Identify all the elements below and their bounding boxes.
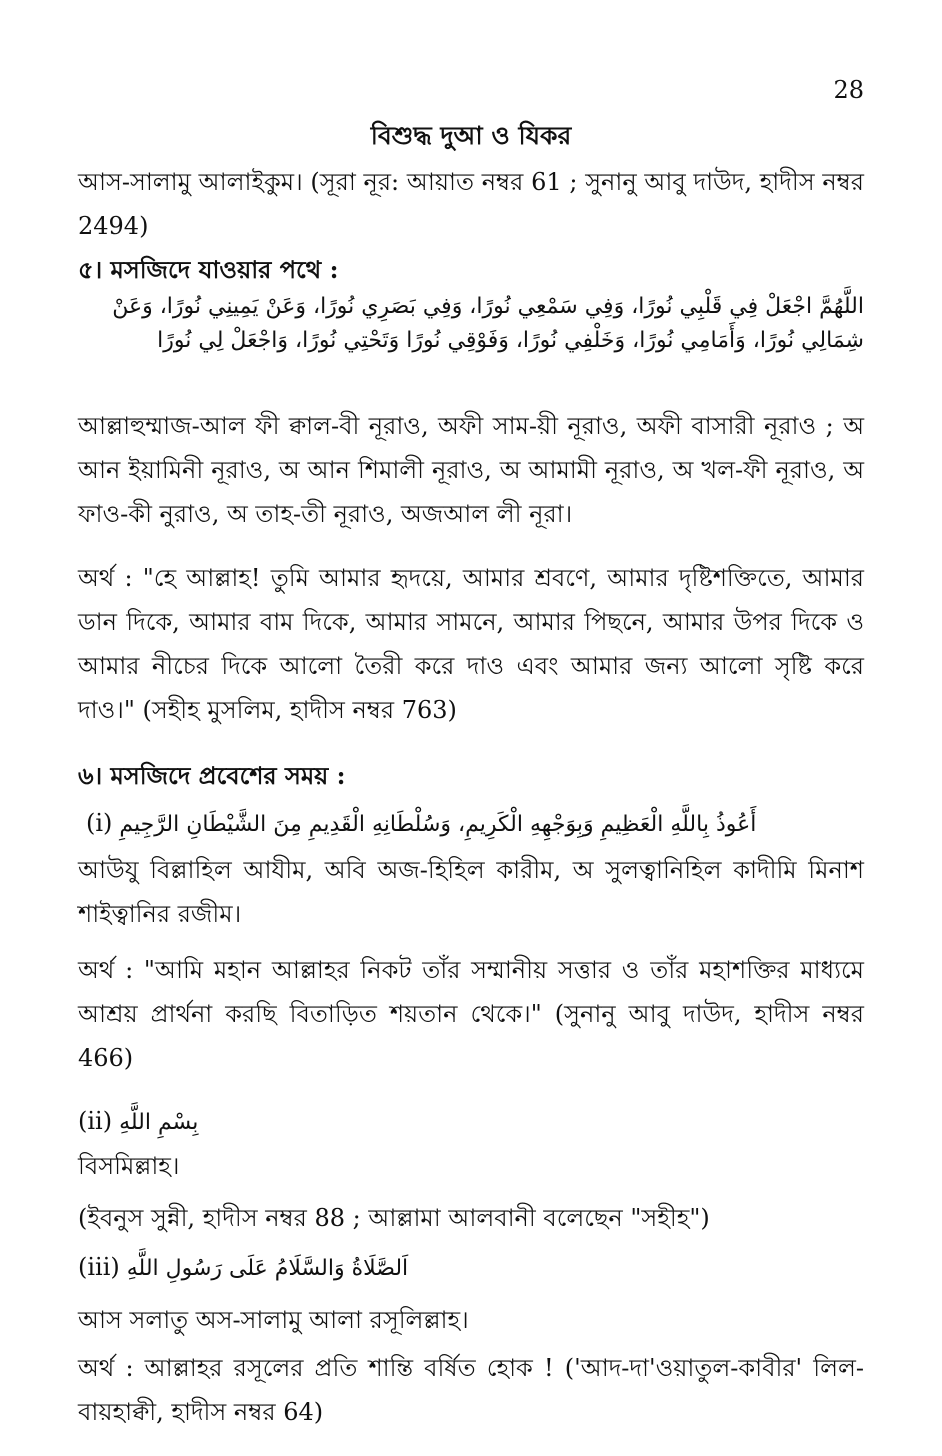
section-5-meaning: অর্থ : "হে আল্লাহ! তুমি আমার হৃদয়ে, আমার শ্রবণে, আমার দৃষ্টিশক্তিতে, আমার ডান দিকে, আমার বাম দিকে, আমার সামনে, আমার পিছনে, আমার উপর দিকে ও আমার নীচের দিকে আলো তৈরী করে দাও এবং আমার জন্য আলো সৃষ্টি করে দাও।" (সহীহ মুসলিম, হাদীস নম্বর 763) [78, 564, 865, 724]
salam-reference-text: আস-সালামু আলাইকুম। (সূরা নূর: আয়াত নম্বর 61 ; সুনানু আবু দাউদ, হাদীস নম্বর 2494) [78, 168, 864, 240]
page-number: 28 [833, 76, 864, 104]
section-6-item-2-transliteration: বিসমিল্লাহ। [78, 1152, 180, 1180]
section-5-arabic: اللَّهُمَّ اجْعَلْ فِي قَلْبِي نُورًا، وَفِي سَمْعِي نُورًا، وَفِي بَصَرِي نُورًا، وَعَنْ يَمِينِي نُورًا، وَعَنْ شِمَالِي نُورًا، وَأَمَامِي نُورًا، وَخَلْفِي نُورًا، وَفَوْقِي نُورًا وَتَحْتِي نُورًا، وَاجْعَلْ لِي نُورًا [112, 294, 864, 353]
running-header-title: বিশুদ্ধ দুআ ও যিকর [370, 121, 572, 150]
section-6-item-1-transliteration: আউযু বিল্লাহিল আযীম, অবি অজ-হিহিল কারীম, অ সুলত্বানিহিল কাদীমি মিনাশ শাইত্বানির রজীম। [78, 856, 864, 928]
item-2-label: (ii) [78, 1107, 113, 1135]
section-6-item-3-meaning: অর্থ : আল্লাহর রসূলের প্রতি শান্তি বর্ষিত হোক ! ('আদ-দা'ওয়াতুল-কাবীর' লিল-বায়হাক্বী, হাদীস নম্বর 64) [78, 1354, 864, 1426]
section-6-item-1-meaning: অর্থ : "আমি মহান আল্লাহর নিকট তাঁর সম্মানীয় সত্তার ও তাঁর মহাশক্তির মাধ্যমে আশ্রয় প্রার্থনা করছি বিতাড়িত শয়তান থেকে।" (সুনানু আবু দাউদ, হাদীস নম্বর 466) [78, 956, 864, 1072]
section-6-item-2-line [78, 1104, 864, 1140]
item-3-label: (iii) [78, 1253, 120, 1281]
item-1-label: (i) [86, 809, 113, 837]
section-6-item-3-arabic: اَلصَّلَاةُ وَالسَّلَامُ عَلَى رَسُولِ اللَّهِ [126, 1256, 409, 1281]
section-6-item-3-line [78, 1250, 864, 1286]
section-6-item-1-line [86, 806, 872, 842]
section-6-item-2-reference: (ইবনুস সুন্নী, হাদীস নম্বর 88 ; আল্লামা আলবানী বলেছেন "সহীহ") [78, 1204, 710, 1232]
section-6-item-3-transliteration: আস সলাতু অস-সালামু আলা রসূলিল্লাহ। [78, 1306, 469, 1334]
section-5-heading: ৫। মসজিদে যাওয়ার পথে : [78, 255, 339, 284]
section-6-item-2-arabic: بِسْمِ اللَّهِ [119, 1110, 199, 1135]
page [78, 0, 864, 1456]
section-5-transliteration: আল্লাহুম্মাজ-আল ফী ক্বাল-বী নূরাও, অফী সাম-য়ী নূরাও, অফী বাসারী নূরাও ; অ আন ইয়ামিনী নূরাও, অ আন শিমালী নূরাও, অ আমামী নূরাও, অ খল-ফী নূরাও, অ ফাও-কী নুরাও, অ তাহ-তী নূরাও, অজআল লী নূরা। [78, 412, 864, 528]
section-6-heading: ৬। মসজিদে প্রবেশের সময় : [78, 761, 346, 790]
section-6-item-1-arabic: أَعُوذُ بِاللَّهِ الْعَظِيمِ وَبِوَجْهِهِ الْكَرِيمِ، وَسُلْطَانِهِ الْقَدِيمِ مِنَ الشَّيْطَانِ الرَّجِيمِ [119, 812, 757, 837]
